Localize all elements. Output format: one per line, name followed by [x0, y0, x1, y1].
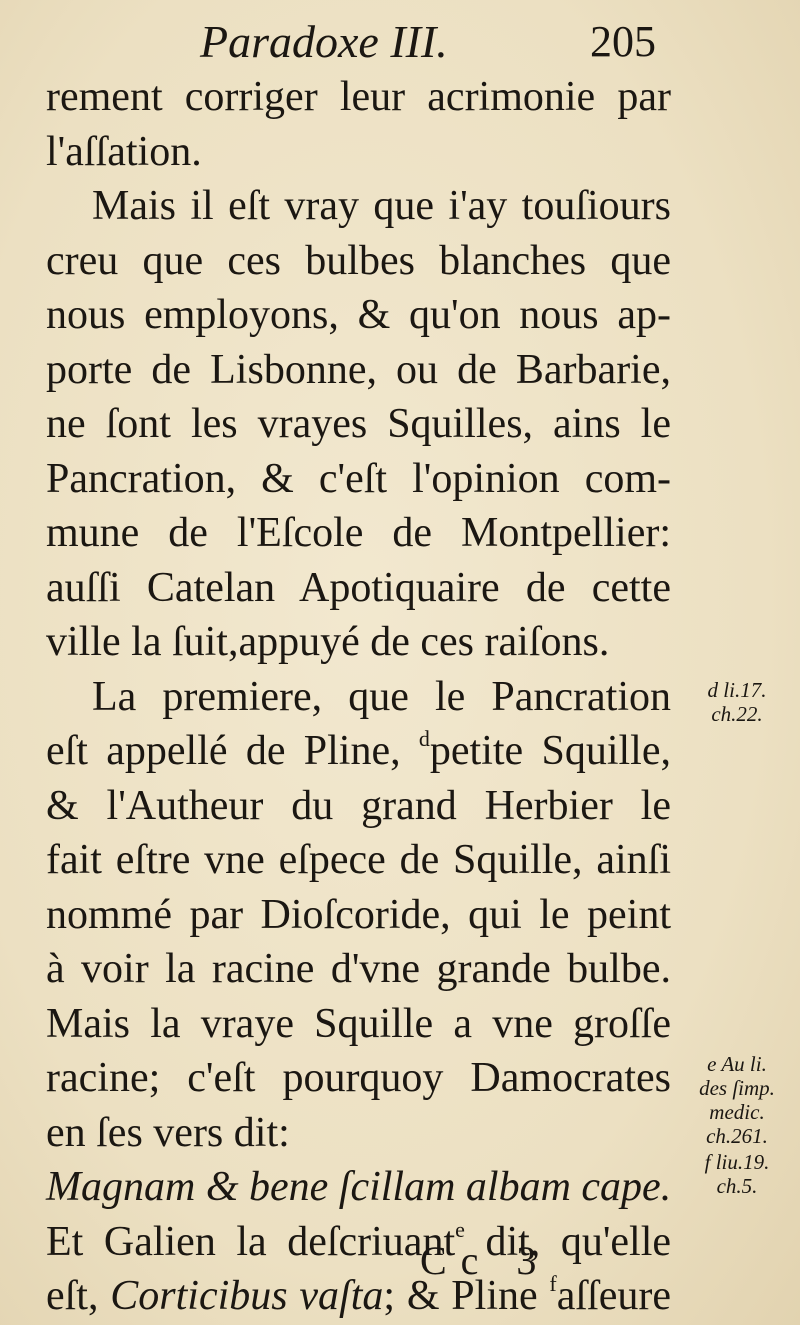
footnote-marker-d: d — [418, 726, 430, 751]
sidenote-d — [676, 678, 798, 726]
text-segment: eſt, — [46, 1273, 99, 1319]
text-line: nous employons, & qu'on nous ap- — [46, 292, 671, 338]
text-segment: Et Galien la deſcriuant — [46, 1218, 456, 1265]
running-title: Paradoxe III. — [200, 16, 448, 67]
page-number: 205 — [590, 17, 656, 66]
text-line: à voir la racine d'vne grande bulbe. — [46, 946, 671, 992]
sidenote-e — [676, 1052, 798, 1148]
page-header — [0, 12, 800, 72]
text-line — [46, 1215, 671, 1270]
sidenote-line: e Au li. — [707, 1052, 767, 1076]
sidenote-line: des ſimp. — [699, 1076, 775, 1100]
text-line: & l'Autheur du grand Herbier le — [46, 782, 671, 829]
text-line: Mais il eſt vray que i'ay touſiours — [92, 183, 671, 229]
sidenote-line: ch.261. — [706, 1124, 768, 1148]
text-line: La premiere, que le Pancration — [92, 673, 671, 720]
text-line — [46, 1269, 671, 1324]
text-segment: petite Squille, — [429, 728, 671, 774]
text-line: Pancration, & c'eſt l'opinion com- — [46, 455, 671, 502]
text-line: auſſi Catelan Apotiquaire de cette — [46, 564, 671, 611]
footnote-marker-f: f — [549, 1271, 557, 1296]
text-line: l'aſſation. — [46, 128, 202, 175]
text-line: en ſes vers dit: — [46, 1109, 290, 1156]
text-line: mune de l'Eſcole de Montpellier: — [46, 510, 671, 556]
signature-mark: Cc 3 — [420, 1238, 551, 1283]
body-text — [46, 70, 671, 1324]
text-line: rement corriger leur acrimonie par — [46, 74, 671, 120]
text-segment: aſſeure — [556, 1273, 671, 1319]
sidenote-line: ch.5. — [716, 1174, 758, 1198]
text-segment: dit, qu'elle — [485, 1218, 672, 1265]
text-line: ville la ſuit,appuyé de ces raiſons. — [46, 619, 610, 665]
text-line: ne ſont les vrayes Squilles, ains le — [46, 401, 671, 447]
sidenote-line: d li.17. — [707, 678, 767, 702]
sidenote-line: medic. — [709, 1100, 765, 1124]
text-segment: ; & Pline — [383, 1273, 538, 1319]
text-line: creu que ces bulbes blanches que — [46, 237, 671, 284]
text-segment: eſt appellé de Pline, — [46, 728, 401, 774]
text-line: racine; c'eſt pourquoy Damocrates — [46, 1055, 671, 1101]
verse-quotation: Magnam & bene ſcillam albam cape. — [46, 1164, 672, 1210]
text-line — [46, 724, 671, 779]
latin-phrase: Corticibus vaſta — [110, 1273, 384, 1319]
footnote-marker-e: e — [455, 1216, 465, 1242]
text-line: Mais la vraye Squille a vne groſſe — [46, 1000, 671, 1047]
sidenote-f — [676, 1150, 798, 1198]
text-line: fait eſtre vne eſpece de Squille, ainſi — [46, 837, 671, 883]
sidenote-line: ch.22. — [711, 702, 763, 726]
text-line: nommé par Dioſcoride, qui le peint — [46, 891, 671, 938]
sidenote-line: f liu.19. — [704, 1150, 770, 1174]
text-line: porte de Lisbonne, ou de Barbarie, — [46, 346, 671, 393]
